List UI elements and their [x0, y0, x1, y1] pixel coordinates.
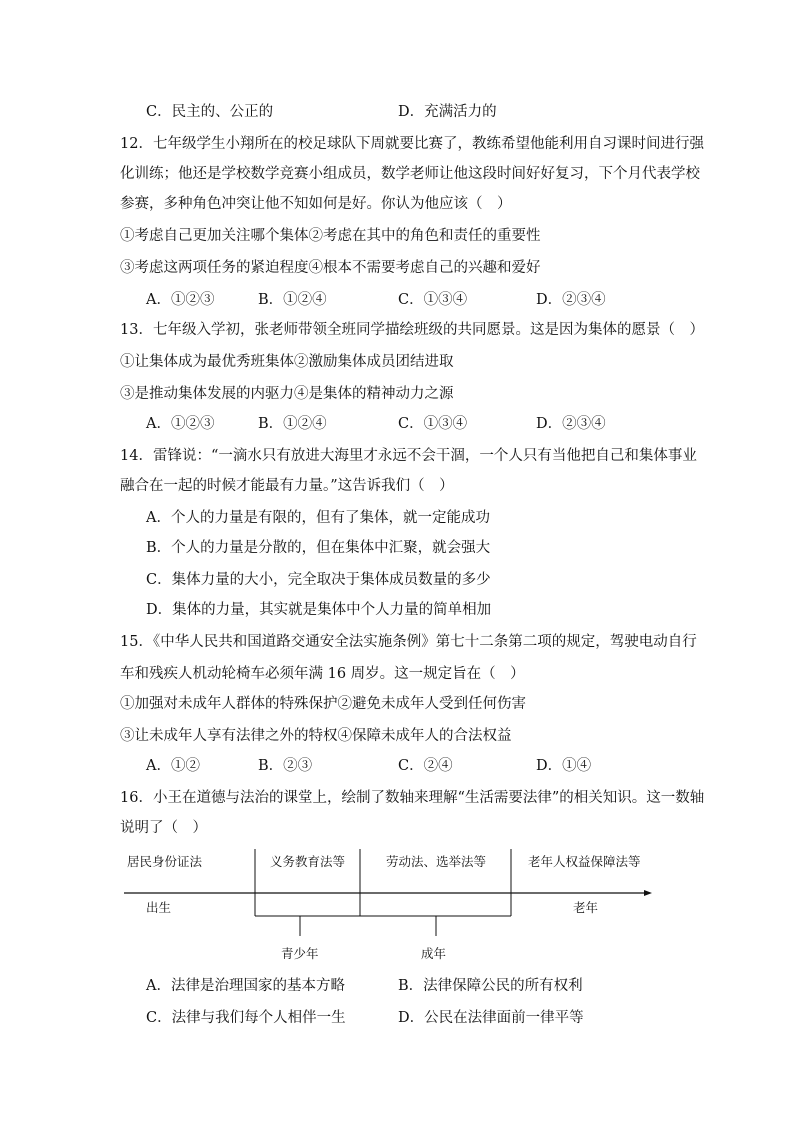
q12-stem-line-2: 化训练；他还是学校数学竞赛小组成员，数学老师让他这段时间好好复习，下个月代表学校 — [120, 166, 700, 182]
q15-stem-line-1: 15．《中华人民共和国道路交通安全法实施条例》第七十二条第二项的规定，驾驶电动自行 — [120, 634, 697, 650]
q14-option-c: C．集体力量的大小，完全取决于集体成员数量的多少 — [146, 572, 491, 588]
q15-item-line-2: ③让未成年人享有法律之外的特权④保障未成年人的合法权益 — [120, 728, 512, 744]
q12-option-c: C．①③④ — [398, 292, 468, 308]
timeline-label-birth: 出生 — [146, 900, 172, 915]
q15-option-c: C．②④ — [398, 758, 453, 774]
q16-option-c: C．法律与我们每个人相伴一生 — [146, 1010, 346, 1026]
timeline-label-old-age: 老年 — [573, 900, 599, 915]
q13-option-d: D．②③④ — [536, 416, 606, 432]
law-timeline-diagram — [0, 840, 794, 980]
q14-option-a: A．个人的力量是有限的，但有了集体，就一定能成功 — [146, 510, 490, 526]
timeline-stage-adult: 成年 — [421, 946, 447, 961]
q15-option-a: A．①② — [146, 758, 200, 774]
timeline-label-elderly-rights-law: 老年人权益保障法等 — [528, 854, 641, 869]
q14-option-b: B．个人的力量是分散的，但在集体中汇聚，就会强大 — [146, 540, 491, 556]
q16-stem-line-1: 16．小王在道德与法治的课堂上，绘制了数轴来理解“生活需要法律”的相关知识。这一数轴 — [120, 790, 705, 806]
timeline-arrow-icon — [644, 890, 652, 896]
q11-option-c: C．民主的、公正的 — [146, 104, 274, 120]
timeline-label-labor-election-law: 劳动法、选举法等 — [386, 854, 487, 869]
q15-item-line-1: ①加强对未成年人群体的特殊保护②避免未成年人受到任何伤害 — [120, 696, 526, 712]
q11-option-d: D．充满活力的 — [398, 104, 497, 120]
timeline-stage-youth: 青少年 — [281, 946, 319, 961]
timeline-label-compulsory-education-law: 义务教育法等 — [270, 854, 346, 869]
q13-item-line-2: ③是推动集体发展的内驱力④是集体的精神动力之源 — [120, 386, 454, 402]
q13-stem-line-1: 13．七年级入学初，张老师带领全班同学描绘班级的共同愿景。这是因为集体的愿景（ ） — [120, 322, 704, 338]
q15-option-d: D．①④ — [536, 758, 592, 774]
q13-option-c: C．①③④ — [398, 416, 468, 432]
q12-stem-line-1: 12．七年级学生小翔所在的校足球队下周就要比赛了，教练希望他能利用自习课时间进行强 — [120, 136, 704, 152]
q12-option-b: B．①②④ — [258, 292, 327, 308]
q14-option-d: D．集体的力量，其实就是集体中个人力量的简单相加 — [146, 602, 492, 618]
q12-item-line-1: ①考虑自己更加关注哪个集体②考虑在其中的角色和责任的重要性 — [120, 228, 541, 244]
q12-stem-line-3: 参赛，多种角色冲突让他不知如何是好。你认为他应该（ ） — [120, 196, 512, 212]
q13-option-a: A．①②③ — [146, 416, 215, 432]
q16-option-b: B．法律保障公民的所有权利 — [398, 978, 583, 994]
q16-stem-line-2: 说明了（ ） — [120, 820, 207, 836]
q15-option-b: B．②③ — [258, 758, 313, 774]
q13-item-line-1: ①让集体成为最优秀班集体②激励集体成员团结进取 — [120, 354, 454, 370]
q12-item-line-2: ③考虑这两项任务的紧迫程度④根本不需要考虑自己的兴趣和爱好 — [120, 260, 541, 276]
q12-option-a: A．①②③ — [146, 292, 215, 308]
q14-stem-line-2: 融合在一起的时候才能最有力量。”这告诉我们（ ） — [120, 478, 454, 494]
q13-option-b: B．①②④ — [258, 416, 327, 432]
q14-stem-line-1: 14．雷锋说：“一滴水只有放进大海里才永远不会干涸，一个人只有当他把自己和集体事业 — [120, 448, 697, 464]
q16-option-a: A．法律是治理国家的基本方略 — [146, 978, 345, 994]
q15-stem-line-2: 车和残疾人机动轮椅车必须年满 16 周岁。这一规定旨在（ ） — [120, 666, 525, 682]
q12-option-d: D．②③④ — [536, 292, 606, 308]
q16-option-d: D．公民在法律面前一律平等 — [398, 1010, 584, 1026]
timeline-label-id-card-law: 居民身份证法 — [127, 854, 203, 869]
